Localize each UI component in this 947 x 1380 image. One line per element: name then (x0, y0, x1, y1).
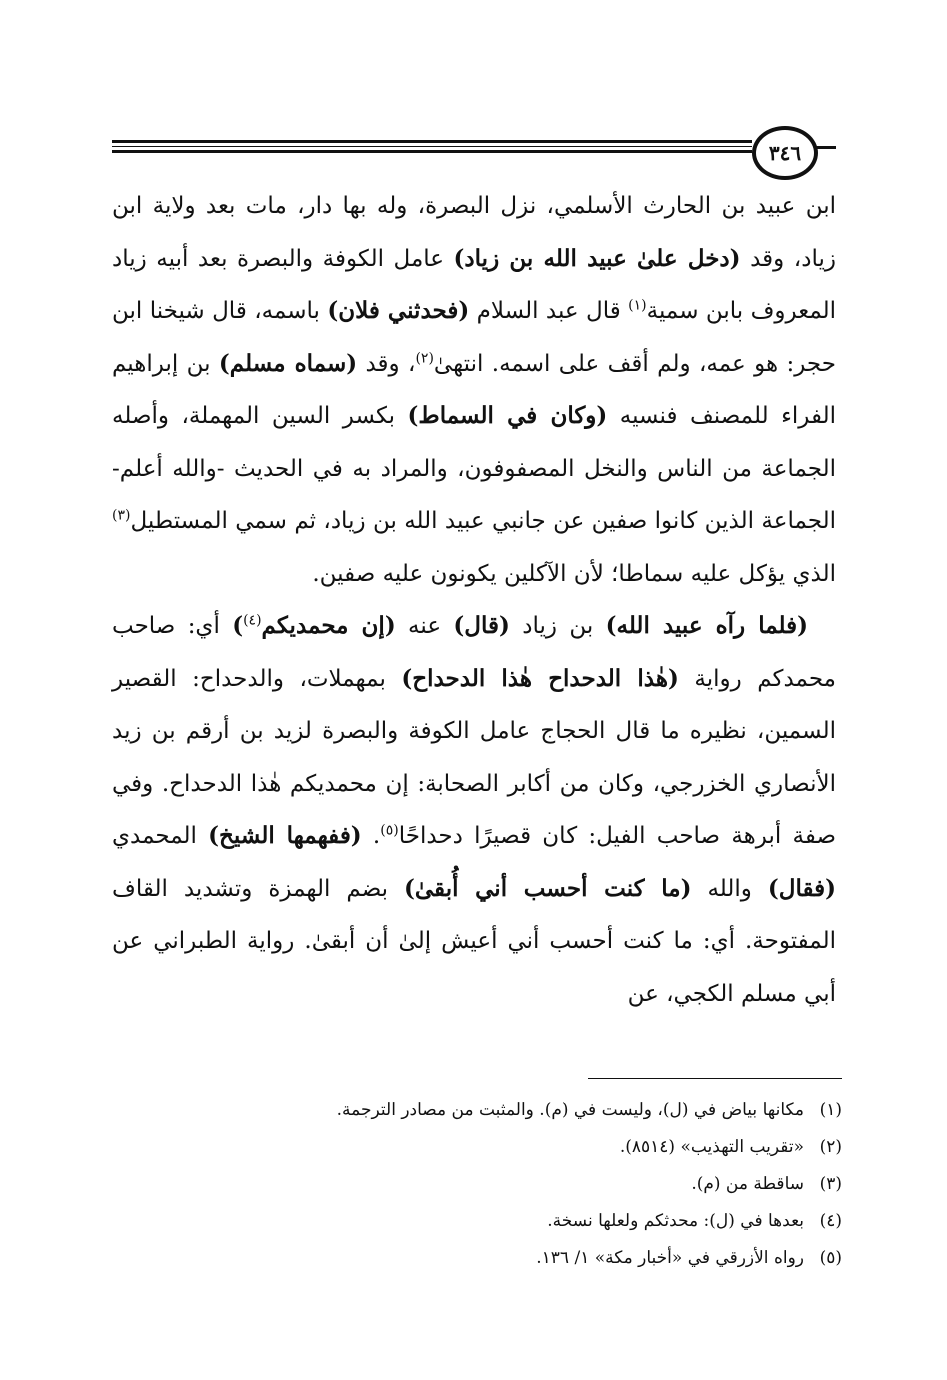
page-number-badge (752, 126, 818, 180)
text-run: بضم الهمزة وتشديد القاف المفتوحة. أي: ما كنت أحسب أني أعيش إلىٰ أن أبقىٰ. رواية الطبراني عن أبي مسلم الكجي، عن (112, 875, 836, 1007)
paragraph (112, 180, 836, 600)
bold-quote: ) (232, 612, 244, 639)
text-run: ابن عبيد بن الحارث الأسلمي، نزل البصرة، وله بها دار، مات بعد ولاية ابن زياد، وقد (112, 193, 836, 272)
footnote-separator (588, 1078, 842, 1079)
footnote-ref: (٥) (380, 822, 399, 839)
paragraph (112, 600, 836, 1020)
text-run: الذي يؤكل عليه سماطا؛ لأن الآكلين يكونون عليه صفين. (312, 560, 836, 587)
bold-quote: (هٰذا الدحداح هٰذا الدحداح) (401, 664, 679, 692)
footnote-ref: (٤) (243, 612, 262, 629)
text-run: قال عبد السلام (469, 298, 629, 324)
footnote-number: (١) (819, 1100, 842, 1120)
bold-quote: (دخل علىٰ عبيد الله بن زياد) (453, 244, 741, 272)
footnote-number: (٢) (819, 1137, 842, 1157)
main-text (112, 180, 836, 1020)
bold-quote: (إن محمديكم (261, 612, 396, 639)
footnote-text: بعدها في (ل): محدثكم ولعلها نسخة. (547, 1211, 804, 1231)
footnote-number: (٤) (819, 1211, 842, 1231)
text-run: ، وقد (357, 350, 416, 377)
header-rule-tail (816, 146, 836, 149)
footnote-text: ساقطة من (م). (691, 1174, 804, 1194)
bold-quote: (سماه مسلم) (218, 349, 358, 377)
footnote (112, 1240, 842, 1277)
footnote-number: (٥) (819, 1248, 842, 1268)
footnote-ref: (٢) (415, 349, 434, 366)
page-number: ٣٤٦ (768, 141, 802, 165)
footnote-text: «تقريب التهذيب» (٨٥١٤). (619, 1137, 804, 1157)
footnotes-section (112, 1092, 842, 1277)
footnote-text: رواه الأزرقي في «أخبار مكة» ١/ ١٣٦. (536, 1248, 804, 1268)
bold-quote: (فقال) (767, 874, 836, 902)
text-run: عنه (395, 613, 454, 639)
text-run: بكسر السين المهملة، وأصله الجماعة من الناس والنخل المصفوفون، والمراد به في الحديث -والله أعلم- الجماعة الذين كانوا صفين عن جانبي عبيد الله بن زياد، ثم سمي المستطيل (112, 403, 836, 534)
text-run: عامل الكوفة والبصرة بعد أبيه زياد المعروف بابن سمية (112, 245, 837, 324)
bold-quote: (فلما رآه عبيد الله) (605, 612, 808, 639)
footnote-ref: (١) (628, 297, 647, 314)
bold-quote: (ما كنت أحسب أني أُبقىٰ) (404, 874, 692, 902)
text-run: أي: صاحب محمدكم رواية (112, 613, 836, 692)
text-run: والله (691, 875, 768, 902)
footnote-number: (٣) (819, 1174, 842, 1194)
text-run: باسمه، قال شيخنا ابن حجر: هو عمه، ولم أقف على اسمه. انتهىٰ (112, 298, 836, 377)
header-rule (112, 140, 752, 153)
text-run: بن إبراهيم الفراء للمصنف فنسيه (112, 350, 836, 429)
bold-quote: (فحدثني فلان) (327, 297, 470, 324)
text-run: بن زياد (509, 613, 606, 639)
text-run: . (361, 823, 381, 849)
footnote (112, 1092, 842, 1129)
text-run: المحمدي (112, 823, 209, 849)
footnote (112, 1166, 842, 1203)
footnote (112, 1129, 842, 1166)
page-header (112, 126, 836, 182)
footnote (112, 1203, 842, 1240)
text-run: بمهملات، والدحداح: القصير السمين، نظيره ما قال الحجاج عامل الكوفة والبصرة لزيد بن أرقم بن زيد الأنصاري الخزرجي، وكان من أكابر الصحابة: إن محمديكم هٰذا الدحداح. وفي صفة أبرهة صاحب الفيل: كان قصيرًا دحداحًا (112, 665, 836, 849)
bold-quote: (ففهمها الشيخ) (208, 822, 362, 849)
bold-quote: (قال) (453, 612, 510, 639)
footnote-ref: (٣) (112, 507, 131, 524)
bold-quote: (وكان في السماط) (407, 402, 608, 429)
footnote-text: مكانها بياض في (ل)، وليست في (م). والمثبت من مصادر الترجمة. (336, 1100, 804, 1120)
